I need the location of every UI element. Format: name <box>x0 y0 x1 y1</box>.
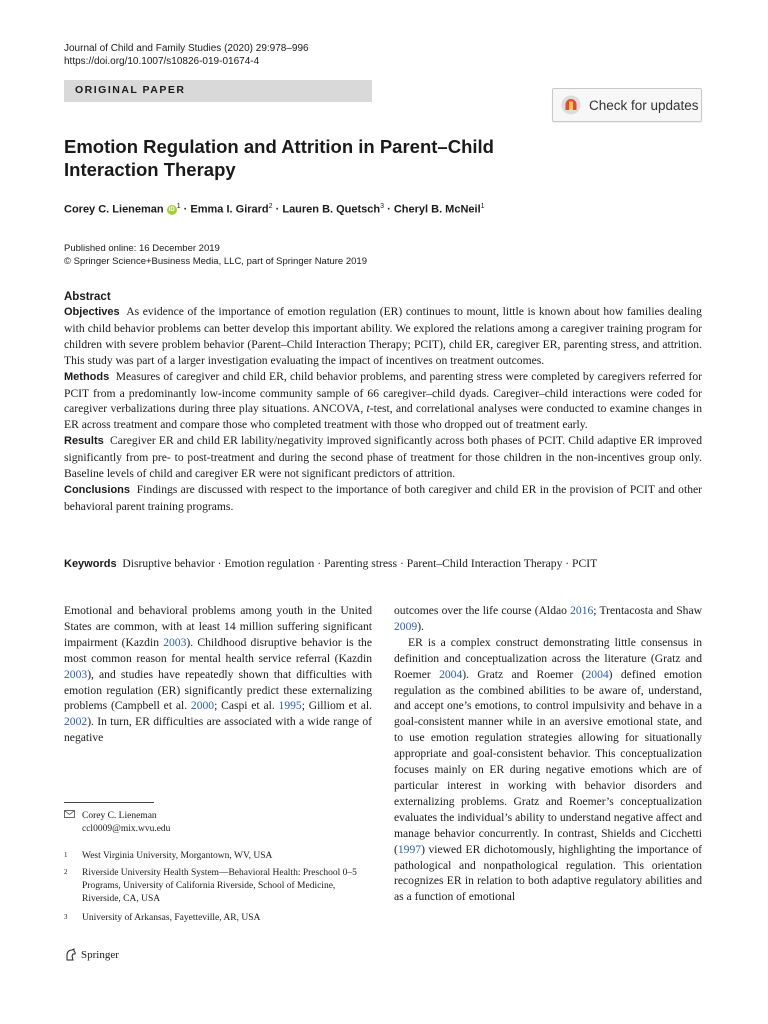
abstract-results <box>64 433 702 482</box>
published-date: Published online: 16 December 2019 <box>64 243 220 254</box>
body-text: ) defined emotion regulation as the combined abilities to be aware of, understand, and accept one’s emotions, to control impulsivity and behave in a goal-consistent manner while in an aversive emotional state, and to use emotion regulation strategies allowing for situationally appropriate and goal-consistent behavior. This conceptualization focuses mainly on ER during negative emotions which are of particular interest in working with behavior disorders and externalizing problems. Gratz and Roemer’s conceptualization evaluates the individual’s ability to understand negative affect and manage behavior concurrently. In contrast, Shields and Cicchetti ( <box>394 667 703 856</box>
affiliation-footnote <box>64 850 364 863</box>
body-paragraph <box>64 603 372 746</box>
check-for-updates-button[interactable] <box>552 88 702 122</box>
publication-info <box>64 242 367 268</box>
author-name[interactable]: Corey C. Lieneman <box>64 203 164 216</box>
methods-label: Methods <box>64 370 110 383</box>
citation-link[interactable]: 2016 <box>570 604 594 617</box>
body-text: ; Trentacosta and Shaw <box>593 604 702 617</box>
body-left-column <box>64 603 372 746</box>
citation-link[interactable]: 2002 <box>64 715 88 729</box>
body-paragraph <box>394 603 702 635</box>
keyword-item: Disruptive behavior <box>122 557 215 570</box>
body-text: outcomes over the life course (Aldao <box>394 604 571 617</box>
affiliation-text: Riverside University Health System—Behavioral Health: Preschool 0–5 Programs, University of California Riverside, School of Medicine, Riverside, CA, USA <box>82 868 357 904</box>
author-affiliation-ref: 3 <box>380 203 385 210</box>
section-label: ORIGINAL PAPER <box>75 84 186 96</box>
keyword-item: Parent–Child Interaction Therapy <box>406 557 563 570</box>
citation-link[interactable]: 2004 <box>585 667 609 681</box>
abstract-heading: Abstract <box>64 291 111 303</box>
journal-citation <box>64 42 309 68</box>
doi-link[interactable]: https://doi.org/10.1007/s10826-019-01674-4 <box>64 56 260 67</box>
author-affiliation-ref: 2 <box>268 203 273 210</box>
author-separator: · <box>272 203 283 216</box>
abstract-objectives <box>64 304 702 369</box>
article-title: Emotion Regulation and Attrition in Parent–Child Interaction Therapy <box>64 136 494 180</box>
keyword-item: Emotion regulation <box>224 557 315 570</box>
body-text: ). Gratz and Roemer ( <box>462 667 586 681</box>
publisher-name: Springer <box>81 949 119 961</box>
keyword-item: PCIT <box>572 557 598 570</box>
body-text: ; Caspi et al. <box>214 699 279 713</box>
citation-link[interactable]: 1997 <box>397 842 422 856</box>
body-text: ), and studies have repeatedly shown that difficulties with emotion regulation (ER) significantly predict these externalizing problems (Campbell et al. <box>64 667 372 713</box>
citation-link[interactable]: 2003 <box>64 667 88 681</box>
author-separator: · <box>180 203 191 216</box>
author-affiliation-ref: 1 <box>176 203 181 210</box>
affiliation-text: University of Arkansas, Fayetteville, AR, USA <box>82 913 261 923</box>
contact-footnote <box>64 810 364 836</box>
publisher-footer <box>64 948 119 962</box>
body-text: ). <box>417 619 424 633</box>
citation-link[interactable]: 2000 <box>190 699 215 713</box>
abstract-methods <box>64 369 702 434</box>
keyword-item: Parenting stress <box>323 557 398 570</box>
contact-email[interactable]: ccl0009@mix.wvu.edu <box>82 824 171 834</box>
footnote-divider <box>64 802 154 803</box>
affiliation-text: West Virginia University, Morgantown, WV, USA <box>82 851 273 861</box>
results-text: Caregiver ER and child ER lability/negativity improved significantly across both phases of PCIT. Child adaptive ER improved significantly from pre- to post-treatment and during the second phase of treatment for those children in the non-incentives group only. Baseline levels of child and caregiver ER were not significant predictors of attrition. <box>64 434 703 481</box>
abstract <box>64 291 702 515</box>
body-paragraph <box>394 635 702 905</box>
methods-text-cont: -test, and correlational analyses were conducted to examine changes in ER across treatment and compare those who completed treatment with those who dropped out of treatment early. <box>64 402 702 432</box>
methods-text: Measures of caregiver and child ER, child behavior problems, and parenting stress were completed by caregivers referred for PCIT from a predominantly low-income community sample of 66 caregiver–child dyads. Caregiver–child interactions were coded for caregiver verbalizations during three play situations. ANCOVA, <box>64 369 702 416</box>
objectives-label: Objectives <box>64 306 120 318</box>
check-for-updates-label: Check for updates <box>589 97 699 113</box>
conclusions-label: Conclusions <box>64 483 131 496</box>
author-list <box>64 203 485 216</box>
author-name[interactable]: Emma I. Girard <box>190 203 269 216</box>
body-text: ). In turn, ER difficulties are associated with a wide range of negative <box>64 715 372 745</box>
author-affiliation-ref: 1 <box>480 203 485 210</box>
objectives-text: As evidence of the importance of emotion regulation (ER) continues to mount, little is known about how families dealing with child behavior problems can better develop this important ability. We explored the relations among a caregiver training program for children with severe problem behavior (Parent–Child Interaction Therapy; PCIT), child ER, caregiver ER, parenting stress, and attrition. This study was part of a larger investigation evaluating the impact of incentives on treatment outcomes. <box>64 305 702 367</box>
author-name[interactable]: Lauren B. Quetsch <box>282 203 381 216</box>
affiliation-number: 2 <box>64 868 68 876</box>
body-text: Emotional and behavioral problems among youth in the United States are common, with at least 14 million suffering significant impairment (Kazdin <box>64 604 372 649</box>
citation-link[interactable]: 2009 <box>394 619 418 633</box>
results-label: Results <box>64 435 104 448</box>
copyright-notice: © Springer Science+Business Media, LLC, part of Springer Nature 2019 <box>64 256 367 267</box>
body-text: ER is a complex construct demonstrating little consensus in definition and conceptualization across the literature (Gratz and Roemer <box>394 635 702 681</box>
abstract-conclusions <box>64 482 702 515</box>
body-text: ) viewed ER dichotomously, highlighting the importance of pathological and nonpathological regulation. This orientation recognizes ER in relation to both adaptive regulatory abilities and as a function of emotional <box>394 842 702 904</box>
journal-line: Journal of Child and Family Studies (2020) 29:978–996 <box>64 43 309 54</box>
springer-horse-icon <box>64 948 78 962</box>
methods-t-italic: t <box>366 402 370 416</box>
citation-link[interactable]: 2004 <box>439 667 463 681</box>
conclusions-text: Findings are discussed with respect to the importance of both caregiver and child ER in the provision of PCIT and other behavioral parent training programs. <box>64 482 702 513</box>
author-separator: · <box>384 203 394 216</box>
citation-link[interactable]: 1995 <box>278 699 302 713</box>
affiliation-number: 3 <box>64 913 68 921</box>
affiliation-number: 1 <box>64 851 68 859</box>
body-right-column <box>394 603 702 905</box>
citation-link[interactable]: 2003 <box>163 635 187 649</box>
keywords: Keywords Disruptive behavior · Emotion regulation · Parenting stress · Parent–Child Interaction Therapy · PCIT <box>64 557 598 570</box>
affiliation-footnote <box>64 912 364 925</box>
contact-name: Corey C. Lieneman <box>82 811 157 821</box>
body-text: ; Gilliom et al. <box>301 699 373 713</box>
body-text: ). Childhood disruptive behavior is the most common reason for mental health service referral (Kazdin <box>64 635 372 665</box>
author-name[interactable]: Cheryl B. McNeil <box>393 203 481 216</box>
affiliation-footnote <box>64 867 364 906</box>
keywords-label: Keywords <box>64 558 117 570</box>
envelope-icon <box>64 810 82 836</box>
crossmark-icon <box>561 95 581 115</box>
contact-row <box>64 810 364 836</box>
orcid-icon[interactable]: iD <box>168 206 175 213</box>
